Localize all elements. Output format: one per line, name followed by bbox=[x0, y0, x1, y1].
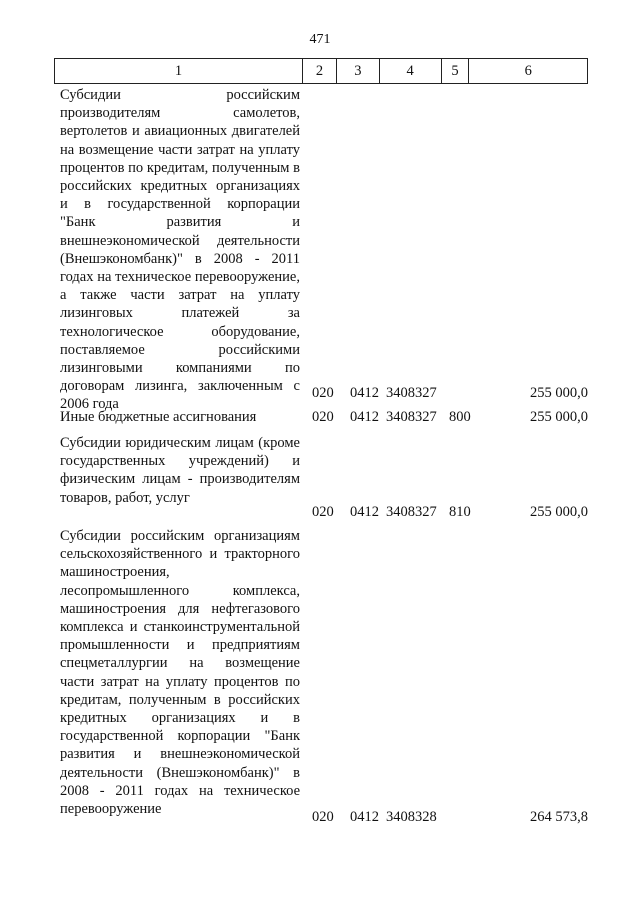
row-article-code: 3408328 bbox=[386, 809, 437, 825]
row-section-code: 0412 bbox=[350, 385, 379, 401]
header-col-1: 1 bbox=[55, 59, 303, 83]
row-amount: 255 000,0 bbox=[530, 504, 588, 520]
row-description: Субсидии юридическим лицам (кроме государственных учреждений) и физическим лицам - производителям товаров, работ, услуг bbox=[60, 435, 300, 506]
row-article-code: 3408327 bbox=[386, 385, 437, 401]
table-header bbox=[54, 58, 588, 84]
row-amount: 255 000,0 bbox=[530, 385, 588, 401]
row-section-code: 0412 bbox=[350, 809, 379, 825]
row-section-code: 0412 bbox=[350, 409, 379, 425]
row-amount: 264 573,8 bbox=[530, 809, 588, 825]
row-ministry-code: 020 bbox=[312, 385, 334, 401]
row-article-code: 3408327 bbox=[386, 504, 437, 520]
row-description: Субсидии российским организациям сельскохозяйственного и тракторного машиностроения, лесопромышленного комплекса, машиностроения для нефтегазового комплекса и станкоинструментальной промышленности и предприятиям спецметаллургии на возмещение части затрат на уплату процентов по кредитам, полученным в российских кредитных организациях и в государственной корпорации "Банк развития и внешнеэкономической деятельности (Внешэкономбанк)" в 2008 - 2011 годах на техническое перевооружение bbox=[60, 528, 300, 818]
row-amount: 255 000,0 bbox=[530, 409, 588, 425]
header-col-2: 2 bbox=[303, 59, 337, 83]
row-expense-code: 800 bbox=[449, 409, 471, 425]
row-description: Иные бюджетные ассигнования bbox=[60, 409, 257, 425]
header-col-4: 4 bbox=[380, 59, 442, 83]
row-expense-code: 810 bbox=[449, 504, 471, 520]
header-col-3: 3 bbox=[337, 59, 380, 83]
row-ministry-code: 020 bbox=[312, 809, 334, 825]
header-col-5: 5 bbox=[442, 59, 470, 83]
page-number: 471 bbox=[309, 32, 331, 47]
row-ministry-code: 020 bbox=[312, 409, 334, 425]
row-section-code: 0412 bbox=[350, 504, 379, 520]
row-description: Субсидии российским производителям самолетов, вертолетов и авиационных двигателей на возмещение части затрат на уплату процентов по кредитам, полученным в российских кредитных организациях и в государственной корпорации "Банк развития и внешнеэкономической деятельности (Внешэкономбанк)" в 2008 - 2011 годах на техническое перевооружение, а также части затрат на уплату лизинговых платежей за технологическое оборудование, поставляемое российскими лизинговыми компаниями по договорам лизинга, заключенным с 2006 года bbox=[60, 87, 300, 413]
row-article-code: 3408327 bbox=[386, 409, 437, 425]
header-col-6: 6 bbox=[524, 62, 532, 79]
row-ministry-code: 020 bbox=[312, 504, 334, 520]
